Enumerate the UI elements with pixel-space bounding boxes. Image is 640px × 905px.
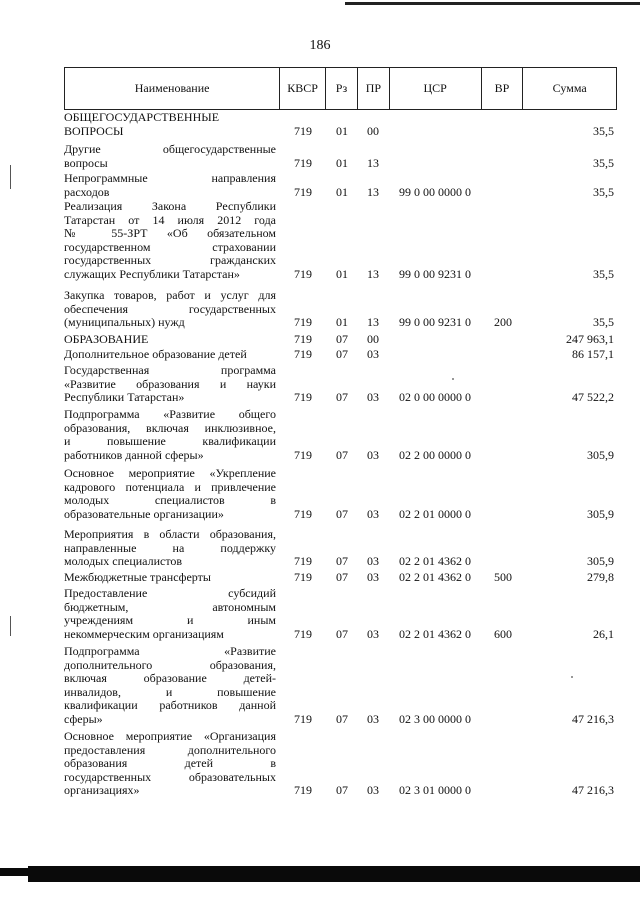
page-number: 186 <box>309 38 331 53</box>
scan-mark <box>10 616 11 636</box>
table-row <box>64 333 617 347</box>
row-name-line: Дополнительное образование детей <box>64 347 247 361</box>
row-name-line: учреждениям и иным <box>64 613 276 627</box>
cell-rz: 07 <box>336 711 348 726</box>
row-name-line: предоставления дополнительного <box>64 742 276 757</box>
column-header-sum: Сумма <box>552 81 587 95</box>
cell-pr: 03 <box>367 347 379 361</box>
row-name-line: молодых специалистов <box>64 554 183 568</box>
cell-rz: 07 <box>336 347 348 361</box>
row-name-line: Межбюджетные трансферты <box>64 570 211 584</box>
row-name-line: ОБЩЕГОСУДАРСТВЕННЫЕ <box>64 110 220 124</box>
cell-rz: 01 <box>336 123 348 138</box>
row-name-line: вопросы <box>64 155 108 170</box>
row-name-line: Предоставление субсидий <box>64 586 276 600</box>
row-name-line: Татарстан от 14 июля 2012 года <box>64 212 276 227</box>
row-name-line: Подпрограмма «Развитие общего <box>64 407 276 421</box>
row-name-line: обеспечения государственных <box>64 301 276 316</box>
cell-kvsr: 719 <box>294 447 312 462</box>
table-row <box>64 408 617 462</box>
row-name-line: Государственная программа <box>64 363 276 377</box>
cell-pr: 00 <box>367 332 379 346</box>
cell-sum: 35,5 <box>593 315 614 329</box>
column-header-rz: Рз <box>326 68 358 109</box>
cell-kvsr: 719 <box>294 155 312 170</box>
table-row <box>64 143 617 170</box>
row-name-line: некоммерческим организациям <box>64 626 224 641</box>
column-header-vr: ВР <box>482 68 524 109</box>
cell-csr: 02 2 01 4362 0 <box>399 626 471 641</box>
row-name-line: Реализация Закона Республики <box>64 199 276 213</box>
row-name-line: дополнительного образования, <box>64 657 276 672</box>
column-header-kvsr: КВСР <box>280 68 326 109</box>
row-name-line: государственных гражданских <box>64 253 276 267</box>
cell-kvsr: 719 <box>294 315 312 329</box>
row-name-line: Подпрограмма «Развитие <box>64 644 276 658</box>
row-name-line: Основное мероприятие «Организация <box>64 729 276 743</box>
row-name-line: ВОПРОСЫ <box>64 123 124 138</box>
table-row <box>64 528 617 569</box>
cell-pr: 13 <box>367 184 379 199</box>
cell-rz: 01 <box>336 155 348 170</box>
table-row <box>64 172 617 199</box>
row-name-line: и повышение квалификации <box>64 434 276 448</box>
table-row <box>64 571 617 585</box>
cell-rz: 07 <box>336 783 348 797</box>
cell-pr: 03 <box>367 783 379 797</box>
cell-rz: 07 <box>336 447 348 462</box>
cell-csr: 99 0 00 9231 0 <box>399 315 471 329</box>
cell-csr: 02 0 00 0000 0 <box>399 390 471 404</box>
cell-rz: 01 <box>336 184 348 199</box>
row-name-line: «Развитие образования и науки <box>64 376 276 391</box>
row-name-line: Республики Татарстан» <box>64 390 185 404</box>
column-header-name: Наименование <box>65 68 280 109</box>
cell-csr: 02 2 01 4362 0 <box>399 554 471 568</box>
cell-vr: 500 <box>494 570 512 584</box>
row-name-line: организациях» <box>64 783 140 797</box>
row-name-line: направленные на поддержку <box>64 540 276 555</box>
cell-csr: 02 2 00 0000 0 <box>399 447 471 462</box>
column-header-pr: ПР <box>358 68 390 109</box>
cell-rz: 07 <box>336 626 348 641</box>
row-name-line: образования, включая инклюзивное, <box>64 420 276 435</box>
scan-mark <box>10 165 11 189</box>
cell-sum: 35,5 <box>593 184 614 199</box>
table-row <box>64 348 617 362</box>
table-row <box>64 730 617 798</box>
cell-sum: 247 963,1 <box>566 332 614 346</box>
table-row <box>64 289 617 330</box>
row-name-line: включая образование детей- <box>64 671 276 685</box>
cell-pr: 03 <box>367 506 379 521</box>
cell-csr: 99 0 00 0000 0 <box>399 184 471 199</box>
cell-csr: 02 3 00 0000 0 <box>399 711 471 726</box>
scan-edge-top <box>345 2 640 5</box>
row-name-line: № 55-ЗРТ «Об обязательном <box>64 226 276 240</box>
cell-csr: 02 2 01 4362 0 <box>399 570 471 584</box>
cell-kvsr: 719 <box>294 266 312 281</box>
cell-kvsr: 719 <box>294 347 312 361</box>
cell-kvsr: 719 <box>294 332 312 346</box>
row-name-line: ОБРАЗОВАНИЕ <box>64 332 149 346</box>
cell-sum: 26,1 <box>593 626 614 641</box>
cell-kvsr: 719 <box>294 506 312 521</box>
row-name-line: квалификации работников данной <box>64 698 276 712</box>
cell-rz: 07 <box>336 506 348 521</box>
cell-sum: 35,5 <box>593 155 614 170</box>
row-name-line: Непрограммные направления <box>64 171 276 185</box>
cell-rz: 01 <box>336 266 348 281</box>
table-row <box>64 645 617 726</box>
row-name-line: расходов <box>64 184 110 199</box>
row-name-line: кадрового потенциала и привлечение <box>64 479 276 494</box>
row-name-line: образовательные организации» <box>64 506 224 521</box>
cell-sum: 86 157,1 <box>572 347 614 361</box>
row-name-line: государственных образовательных <box>64 769 276 784</box>
row-name-line: инвалидов, и повышение <box>64 684 276 699</box>
row-name-line: государственном страховании <box>64 239 276 254</box>
cell-kvsr: 719 <box>294 783 312 797</box>
column-header-csr: ЦСР <box>390 68 482 109</box>
cell-kvsr: 719 <box>294 711 312 726</box>
cell-sum: 47 216,3 <box>572 783 614 797</box>
table-row <box>64 587 617 641</box>
cell-sum: 305,9 <box>587 554 614 568</box>
cell-pr: 03 <box>367 390 379 404</box>
cell-rz: 07 <box>336 390 348 404</box>
table-row <box>64 200 617 281</box>
table-row <box>64 467 617 521</box>
cell-rz: 07 <box>336 332 348 346</box>
cell-vr: 600 <box>494 626 512 641</box>
cell-rz: 07 <box>336 570 348 584</box>
row-name-line: Основное мероприятие «Укрепление <box>64 466 276 480</box>
cell-sum: 305,9 <box>587 447 614 462</box>
row-name-line: молодых специалистов в <box>64 493 276 507</box>
cell-pr: 13 <box>367 266 379 281</box>
cell-kvsr: 719 <box>294 390 312 404</box>
row-name-line: Другие общегосударственные <box>64 142 276 156</box>
cell-sum: 279,8 <box>587 570 614 584</box>
cell-pr: 00 <box>367 123 379 138</box>
cell-sum: 35,5 <box>593 266 614 281</box>
row-name-line: (муниципальных) нужд <box>64 315 185 329</box>
row-name-line: бюджетным, автономным <box>64 599 276 614</box>
cell-kvsr: 719 <box>294 554 312 568</box>
row-name-line: Закупка товаров, работ и услуг для <box>64 288 276 302</box>
cell-pr: 03 <box>367 626 379 641</box>
row-name-line: образования детей в <box>64 756 276 770</box>
cell-sum: 47 522,2 <box>572 390 614 404</box>
cell-pr: 03 <box>367 570 379 584</box>
cell-pr: 03 <box>367 447 379 462</box>
row-name-line: сферы» <box>64 711 103 726</box>
row-name-line: Мероприятия в области образования, <box>64 527 276 541</box>
cell-csr: 02 3 01 0000 0 <box>399 783 471 797</box>
cell-pr: 13 <box>367 155 379 170</box>
cell-sum: 305,9 <box>587 506 614 521</box>
cell-sum: 35,5 <box>593 123 614 138</box>
cell-rz: 01 <box>336 315 348 329</box>
cell-kvsr: 719 <box>294 570 312 584</box>
cell-rz: 07 <box>336 554 348 568</box>
cell-vr: 200 <box>494 315 512 329</box>
cell-csr: 99 0 00 9231 0 <box>399 266 471 281</box>
cell-pr: 13 <box>367 315 379 329</box>
table-row <box>64 111 617 138</box>
cell-pr: 03 <box>367 711 379 726</box>
scan-edge-bottom <box>28 866 640 882</box>
cell-kvsr: 719 <box>294 184 312 199</box>
cell-kvsr: 719 <box>294 123 312 138</box>
row-name-line: служащих Республики Татарстан» <box>64 266 240 281</box>
table-header <box>64 67 617 110</box>
table-row <box>64 364 617 405</box>
cell-pr: 03 <box>367 554 379 568</box>
row-name-line: работников данной сферы» <box>64 447 204 462</box>
cell-sum: 47 216,3 <box>572 711 614 726</box>
cell-csr: 02 2 01 0000 0 <box>399 506 471 521</box>
cell-kvsr: 719 <box>294 626 312 641</box>
